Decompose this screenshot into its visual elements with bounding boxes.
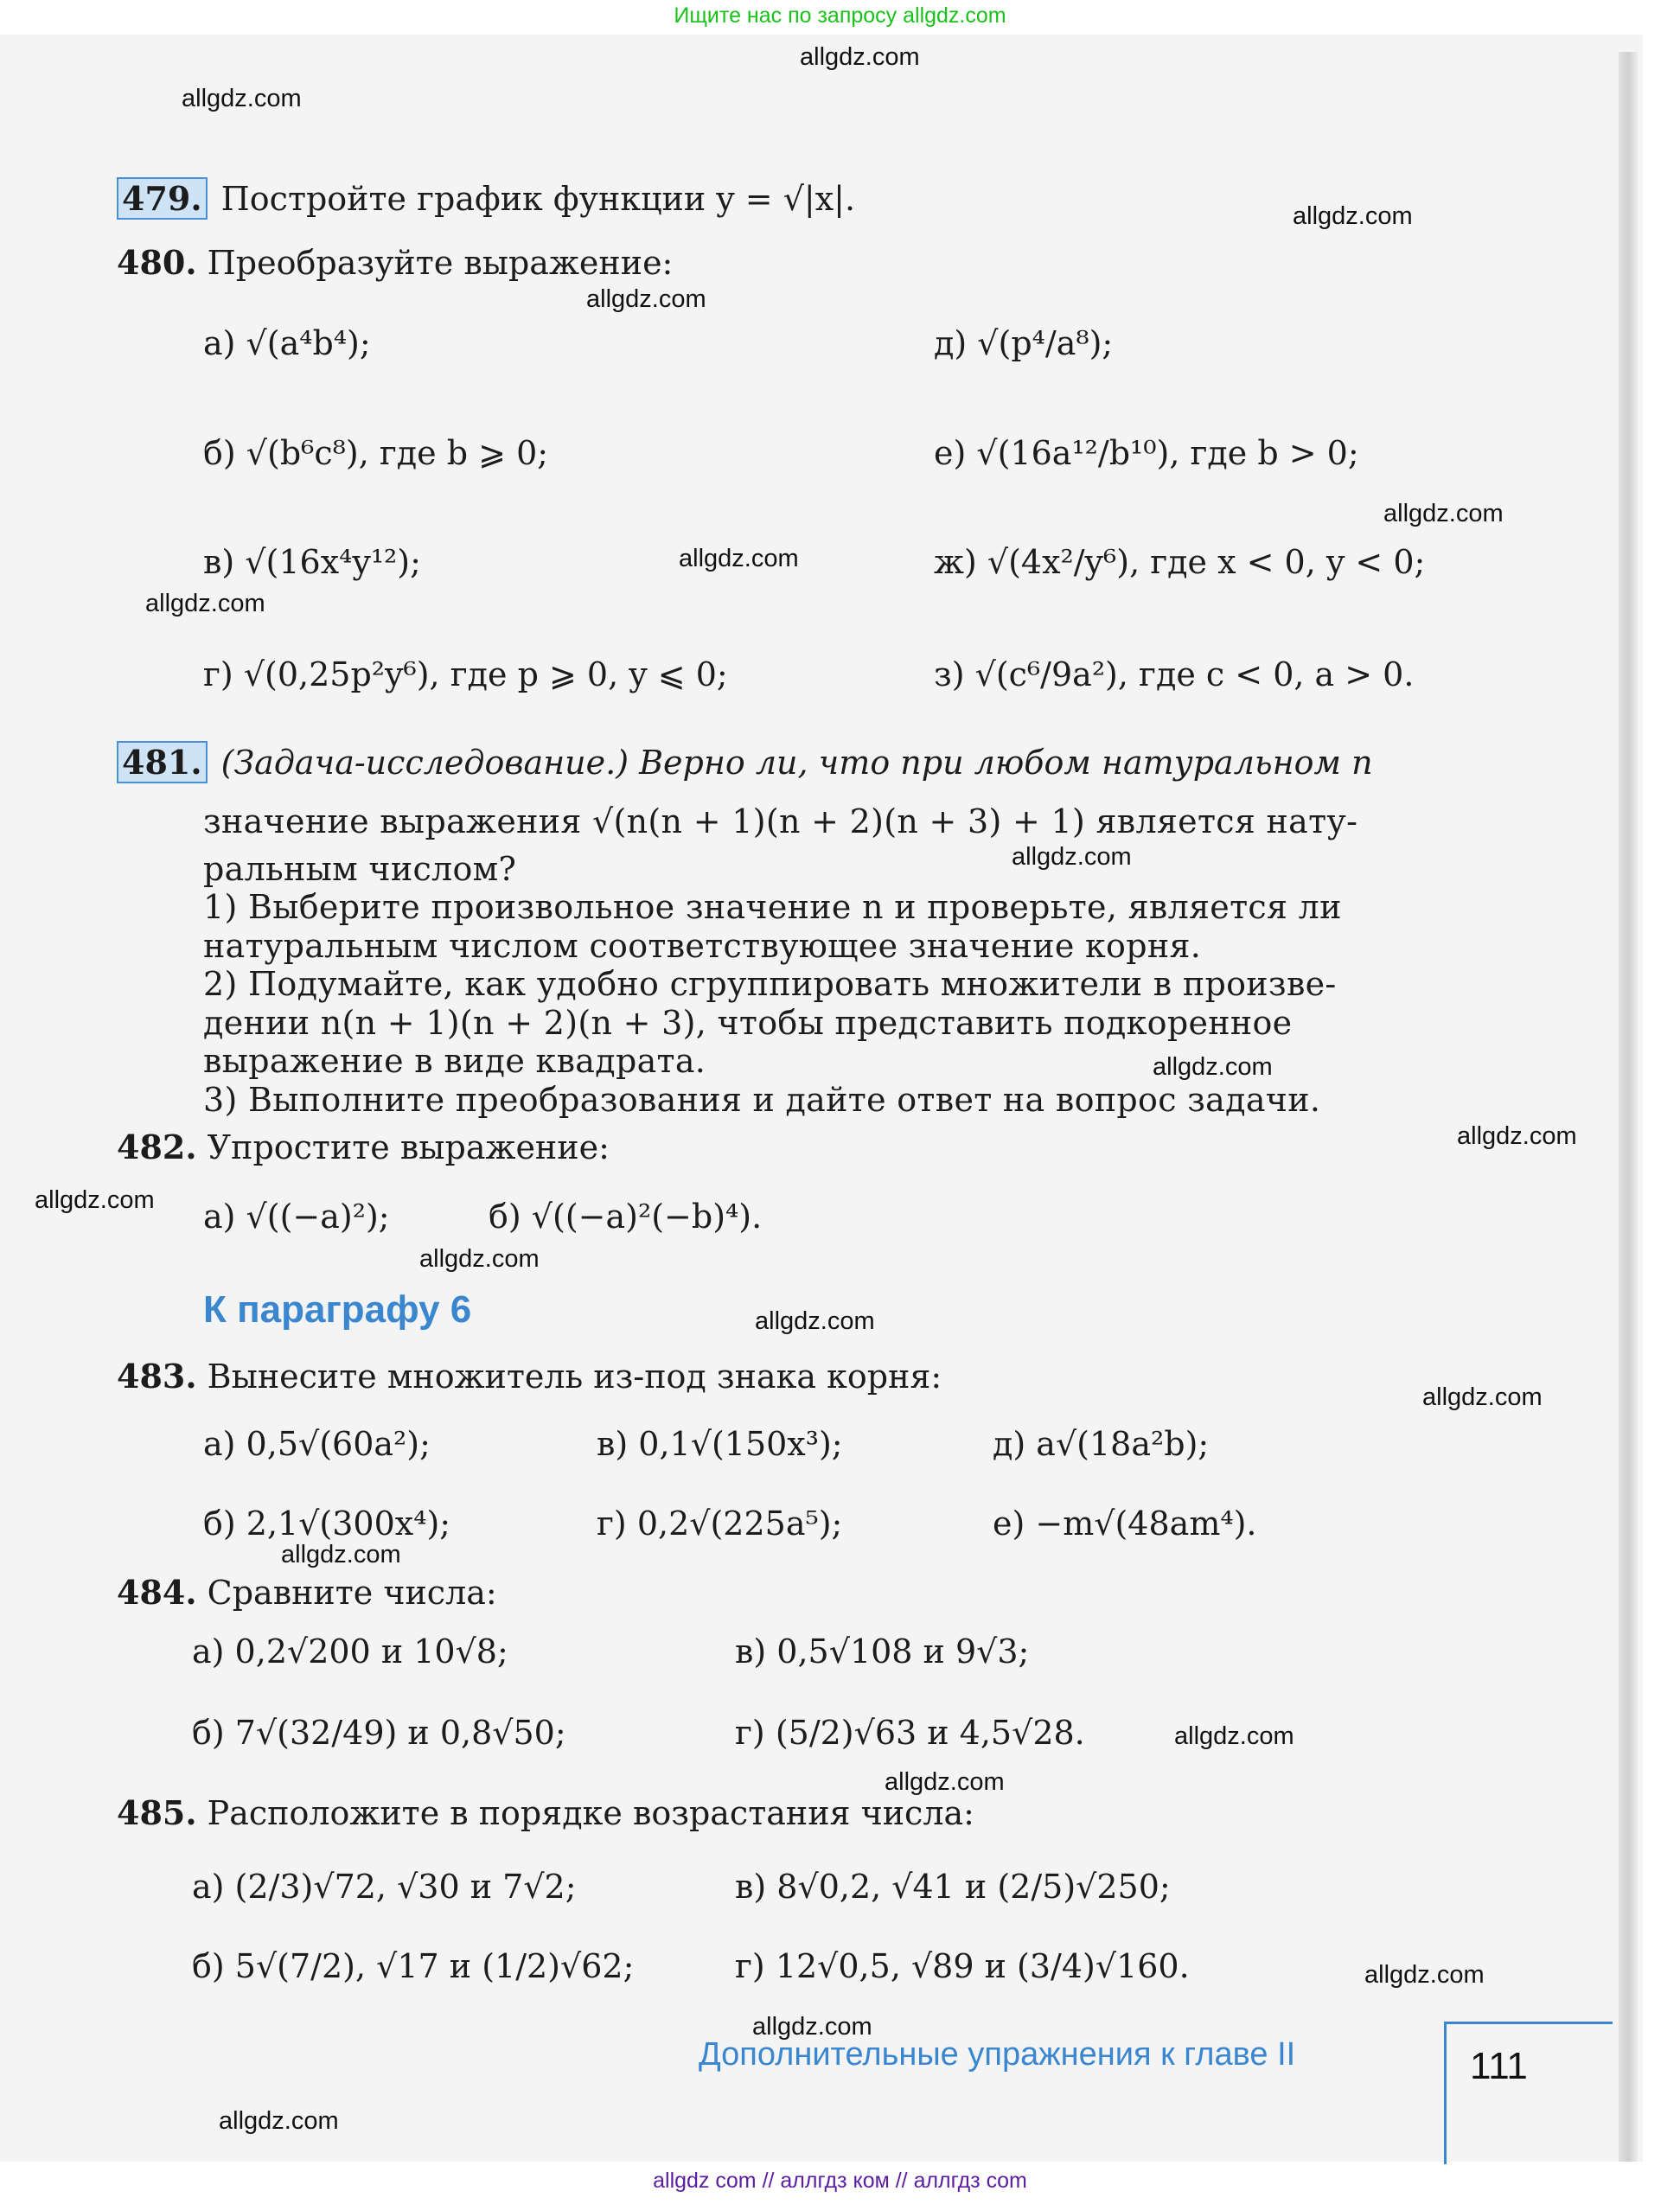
- problem-line: значение выражения √(n(n + 1)(n + 2)(n + 3) + 1) является нату-: [203, 802, 1358, 840]
- problem-line: выражение в виде квадрата.: [203, 1042, 706, 1080]
- watermark: allgdz.com: [885, 1768, 1005, 1796]
- problem-line: 3) Выполните преобразования и дайте ответ на вопрос задачи.: [203, 1081, 1321, 1119]
- item-b: б) 2,1√(300x⁴);: [203, 1504, 451, 1543]
- problem-text: Упростите выражение:: [207, 1128, 610, 1166]
- section-title: К параграфу 6: [203, 1288, 472, 1331]
- item-zh: ж) √(4x²/y⁶), где x < 0, y < 0;: [934, 543, 1426, 581]
- item-v: в) 8√0,2, √41 и (2/5)√250;: [735, 1868, 1171, 1906]
- watermark: allgdz.com: [800, 43, 920, 71]
- problem-479: [117, 180, 855, 218]
- page-number-box: [1444, 2022, 1613, 2164]
- problem-line: ральным числом?: [203, 850, 517, 888]
- item-b: б) √(b⁶c⁸), где b ⩾ 0;: [203, 434, 549, 472]
- problem-483: [117, 1358, 942, 1396]
- watermark: allgdz.com: [145, 590, 265, 617]
- watermark: allgdz.com: [1383, 500, 1504, 527]
- watermark: allgdz.com: [586, 285, 706, 313]
- bottom-banner[interactable]: allgdz com // аллгдз ком // аллгдз com: [653, 2169, 1027, 2193]
- problem-485: [117, 1794, 974, 1832]
- page-spine: [1619, 52, 1638, 2162]
- problem-line: натуральным числом соответствующее значение корня.: [203, 927, 1202, 965]
- item-e: е) √(16a¹²/b¹⁰), где b > 0;: [934, 434, 1359, 472]
- problem-number: 485.: [117, 1793, 197, 1832]
- item-e: е) −m√(48am⁴).: [993, 1504, 1257, 1543]
- item-a: а) √((−a)²);: [203, 1198, 390, 1236]
- problem-480: [117, 244, 673, 282]
- problem-number: 483.: [117, 1357, 197, 1396]
- watermark: allgdz.com: [755, 1307, 875, 1335]
- problem-number: 484.: [117, 1573, 197, 1612]
- watermark: allgdz.com: [1012, 843, 1132, 871]
- watermark: allgdz.com: [219, 2107, 339, 2135]
- page-number: 111: [1470, 2045, 1528, 2087]
- watermark: allgdz.com: [1364, 1961, 1485, 1989]
- problem-line: 1) Выберите произвольное значение n и проверьте, является ли: [203, 888, 1342, 926]
- watermark: allgdz.com: [1457, 1122, 1577, 1150]
- item-a: а) √(a⁴b⁴);: [203, 324, 371, 362]
- watermark: allgdz.com: [1422, 1383, 1543, 1411]
- item-z: з) √(c⁶/9a²), где c < 0, a > 0.: [934, 655, 1415, 693]
- problem-line: 2) Подумайте, как удобно сгруппировать множители в произве-: [203, 965, 1337, 1003]
- watermark: allgdz.com: [281, 1541, 401, 1568]
- item-g: г) 12√0,5, √89 и (3/4)√160.: [735, 1947, 1190, 1985]
- item-g: г) 0,2√(225a⁵);: [597, 1504, 843, 1543]
- problem-number: 479.: [117, 177, 208, 220]
- watermark: allgdz.com: [35, 1186, 155, 1214]
- problem-line: дении n(n + 1)(n + 2)(n + 3), чтобы представить подкоренное: [203, 1004, 1293, 1042]
- problem-484: [117, 1574, 497, 1612]
- watermark: allgdz.com: [679, 545, 799, 572]
- item-b: б) 7√(32/49) и 0,8√50;: [192, 1714, 566, 1752]
- problem-text: Расположите в порядке возрастания числа:: [207, 1794, 974, 1832]
- item-g: г) √(0,25p²y⁶), где p ⩾ 0, y ⩽ 0;: [203, 655, 728, 693]
- problem-text: Преобразуйте выражение:: [207, 244, 674, 282]
- problem-number: 481.: [117, 741, 208, 783]
- item-b: б) √((−a)²(−b)⁴).: [489, 1198, 763, 1236]
- item-d: д) a√(18a²b);: [993, 1425, 1210, 1463]
- problem-text: (Задача-исследование.) Верно ли, что при любом натуральном n: [220, 744, 1373, 782]
- item-d: д) √(p⁴/a⁸);: [934, 324, 1114, 362]
- top-banner[interactable]: Ищите нас по запросу allgdz.com: [674, 3, 1006, 28]
- problem-number: 482.: [117, 1128, 197, 1166]
- problem-481: [117, 744, 1373, 782]
- problem-text: Постройте график функции y = √|x|.: [220, 180, 856, 218]
- item-a: а) 0,2√200 и 10√8;: [192, 1632, 508, 1671]
- watermark: allgdz.com: [182, 85, 302, 112]
- problem-text: Сравните числа:: [207, 1574, 497, 1612]
- problem-text: Вынесите множитель из-под знака корня:: [207, 1358, 942, 1396]
- item-b: б) 5√(7/2), √17 и (1/2)√62;: [192, 1947, 635, 1985]
- item-v: в) √(16x⁴y¹²);: [203, 543, 421, 581]
- item-v: в) 0,5√108 и 9√3;: [735, 1632, 1030, 1671]
- watermark: allgdz.com: [1153, 1053, 1273, 1081]
- watermark: allgdz.com: [419, 1245, 540, 1273]
- watermark: allgdz.com: [1174, 1722, 1294, 1750]
- chapter-footer: Дополнительные упражнения к главе II: [699, 2036, 1296, 2073]
- item-a: а) 0,5√(60a²);: [203, 1425, 431, 1463]
- item-a: а) (2/3)√72, √30 и 7√2;: [192, 1868, 577, 1906]
- watermark: allgdz.com: [752, 2013, 872, 2041]
- watermark: allgdz.com: [1293, 202, 1413, 230]
- problem-number: 480.: [117, 243, 197, 282]
- item-v: в) 0,1√(150x³);: [597, 1425, 843, 1463]
- problem-482: [117, 1128, 610, 1166]
- item-g: г) (5/2)√63 и 4,5√28.: [735, 1714, 1085, 1752]
